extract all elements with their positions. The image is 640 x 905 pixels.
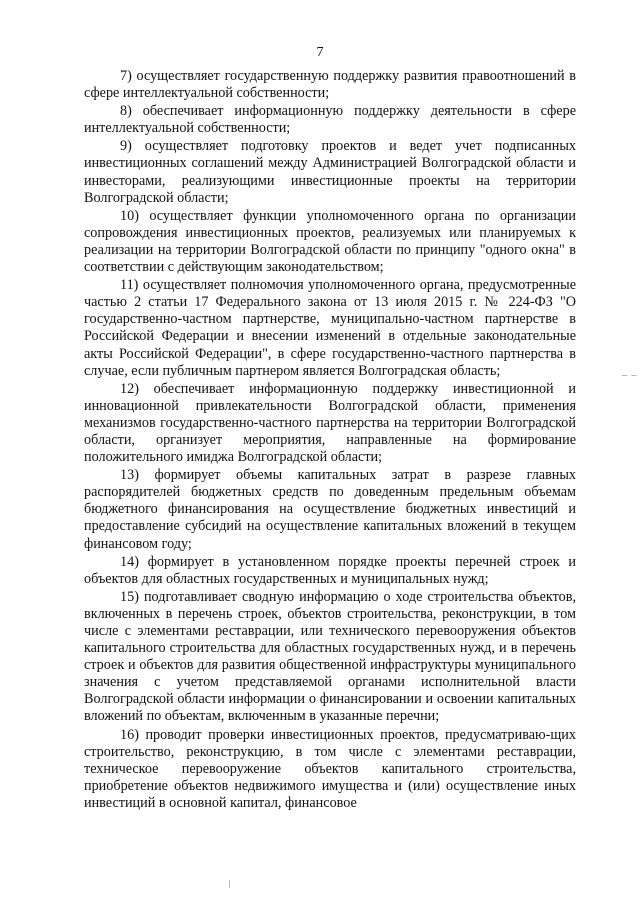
document-body — [84, 68, 576, 813]
page-number: 7 — [316, 45, 324, 60]
scan-artifact — [229, 880, 230, 888]
paragraph-item-13: 13) формирует объемы капитальных затрат в разрезе главных распорядителей бюджетных средств по доведенным предельным объемам бюджетного финансирования на осуществление бюджетных инвестиций и предоставление субсидий на осуществление капитальных вложений в текущем финансовом году; — [84, 467, 576, 552]
paragraph-item-7: 7) осуществляет государственную поддержку развития правоотношений в сфере интеллектуальной собственности; — [84, 68, 576, 102]
paragraph-item-11: 11) осуществляет полномочия уполномоченного органа, предусмотренные частью 2 статьи 17 Федерального закона от 13 июля 2015 г. № 224-ФЗ "О государственно-частном партнерстве, муниципально-частном партнерстве в Российской Федерации и внесении изменений в отдельные законодательные акты Российской Федерации", в сфере государственно-частного партнерства в случае, если публичным партнером является Волгоградская область; — [84, 277, 576, 379]
paragraph-item-16: 16) проводит проверки инвестиционных проектов, предусматриваю-щих строительство, реконструкцию, в том числе с элементами реставрации, техническое перевооружение объектов капитального строительства, приобретение объектов недвижимого имущества и (или) осуществление иных инвестиций в основной капитал, финансовое — [84, 726, 576, 811]
paragraph-item-9: 9) осуществляет подготовку проектов и ведет учет подписанных инвестиционных соглашений между Администрацией Волгоградской области и инвесторами, реализующими инвестиционные проекты на территории Волгоградской области; — [84, 138, 576, 206]
paragraph-item-10: 10) осуществляет функции уполномоченного органа по организации сопровождения инвестиционных проектов, реализуемых или планируемых к реализации на территории Волгоградской области по принципу "одного окна" в соответствии с действующим законодательством; — [84, 207, 576, 276]
paragraph-item-15: 15) подготавливает сводную информацию о ходе строительства объектов, включенных в перечень строек, объектов строительства, реконструкции, в том числе с элементами реставрации, или технического перевооружения объектов капитального строительства для областных государственных нужд, и в перечень строек и объектов для развития общественной инфраструктуры муниципального значения с учетом представляемой органами исполнительной власти Волгоградской области информации о финансировании и освоении капитальных вложений по объектам, включенным в указанные перечни; — [84, 588, 576, 725]
margin-mark: – – — [622, 370, 638, 381]
paragraph-item-8: 8) обеспечивает информационную поддержку деятельности в сфере интеллектуальной собственности; — [84, 103, 576, 137]
paragraph-item-12: 12) обеспечивает информационную поддержку инвестиционной и инновационной привлекательности Волгоградской области, применения механизмов государственно-частного партнерства на территории Волгоградской области, организует мероприятия, направленные на формирование положительного имиджа Волгоградской области; — [84, 380, 576, 466]
paragraph-item-14: 14) формирует в установленном порядке проекты перечней строек и объектов для областных государственных и муниципальных нужд; — [84, 553, 576, 587]
